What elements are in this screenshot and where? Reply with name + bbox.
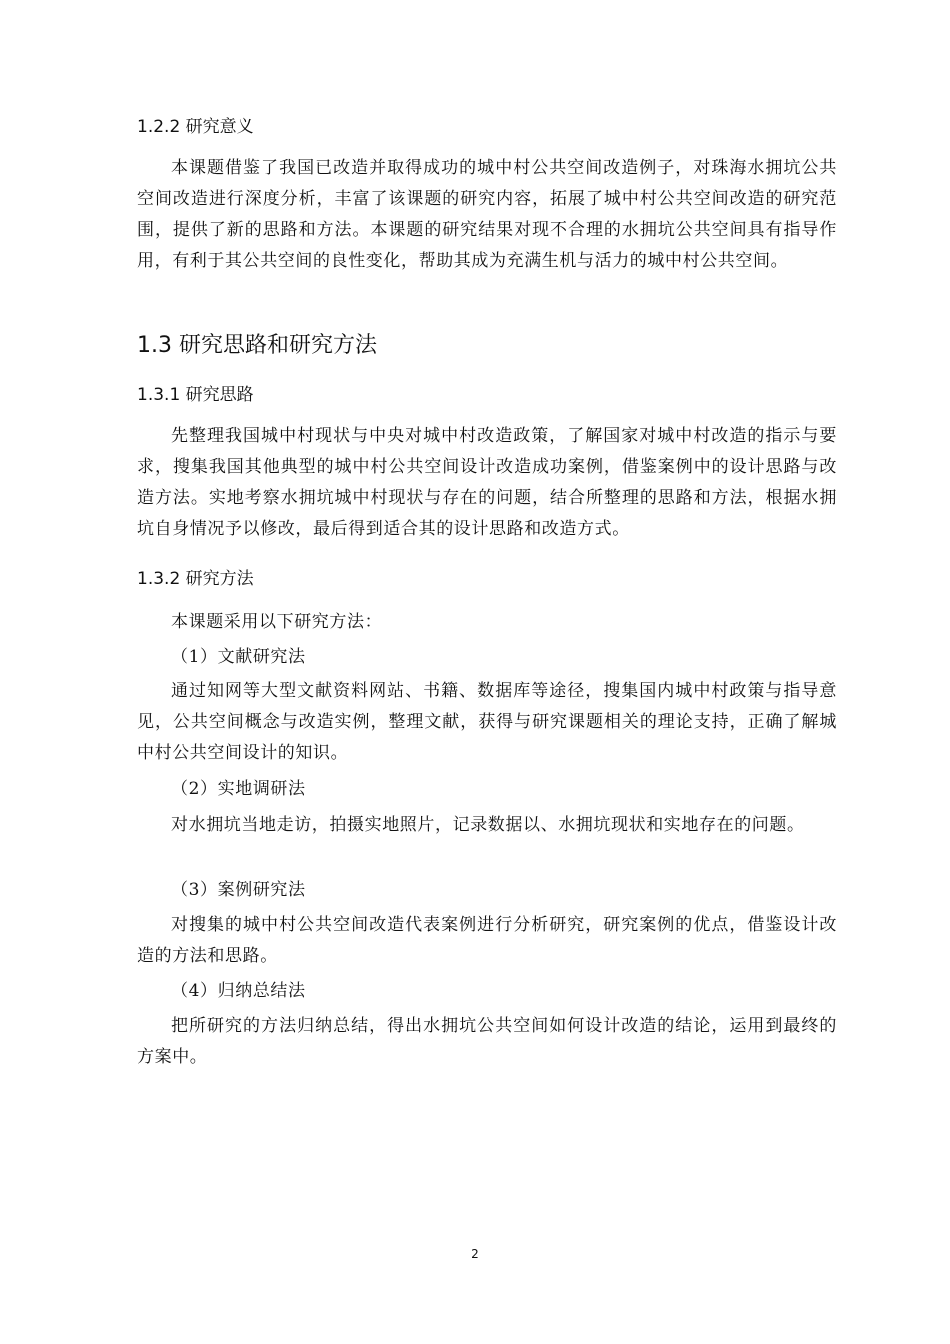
method-description: 对搜集的城中村公共空间改造代表案例进行分析研究，研究案例的优点，借鉴设计改造的方法和思路。 [137, 915, 837, 966]
methods-intro: 本课题采用以下研究方法： [171, 612, 383, 632]
method-description: 对水拥坑当地走访，拍摄实地照片，记录数据以、水拥坑现状和实地存在的问题。 [171, 815, 805, 835]
section-heading-1-3-2: 1.3.2 研究方法 [137, 569, 254, 589]
section-heading-1-3-1: 1.3.1 研究思路 [137, 385, 254, 405]
method-title: （4）归纳总结法 [171, 981, 306, 1001]
method-title: （1）文献研究法 [171, 647, 306, 667]
page-number: 2 [471, 1247, 479, 1261]
paragraph-research-approach: 先整理我国城中村现状与中央对城中村改造政策，了解国家对城中村改造的指示与要求，搜集我国其他典型的城中村公共空间设计改造成功案例，借鉴案例中的设计思路与改造方法。实地考察水拥坑城中村现状与存在的问题，结合所整理的思路和方法，根据水拥坑自身情况予以修改，最后得到适合其的设计思路和改造方式。 [137, 426, 837, 539]
method-description: 把所研究的方法归纳总结，得出水拥坑公共空间如何设计改造的结论，运用到最终的方案中。 [137, 1016, 837, 1067]
method-title: （3）案例研究法 [171, 880, 306, 900]
section-heading-1-2-2: 1.2.2 研究意义 [137, 117, 254, 137]
paragraph-research-significance: 本课题借鉴了我国已改造并取得成功的城中村公共空间改造例子，对珠海水拥坑公共空间改造进行深度分析，丰富了该课题的研究内容，拓展了城中村公共空间改造的研究范围，提供了新的思路和方法。本课题的研究结果对现不合理的水拥坑公共空间具有指导作用，有利于其公共空间的良性变化，帮助其成为充满生机与活力的城中村公共空间。 [137, 158, 837, 271]
section-heading-1-3: 1.3 研究思路和研究方法 [137, 333, 377, 358]
method-description: 通过知网等大型文献资料网站、书籍、数据库等途径，搜集国内城中村政策与指导意见，公共空间概念与改造实例，整理文献，获得与研究课题相关的理论支持，正确了解城中村公共空间设计的知识。 [137, 681, 837, 763]
method-title: （2）实地调研法 [171, 779, 306, 799]
